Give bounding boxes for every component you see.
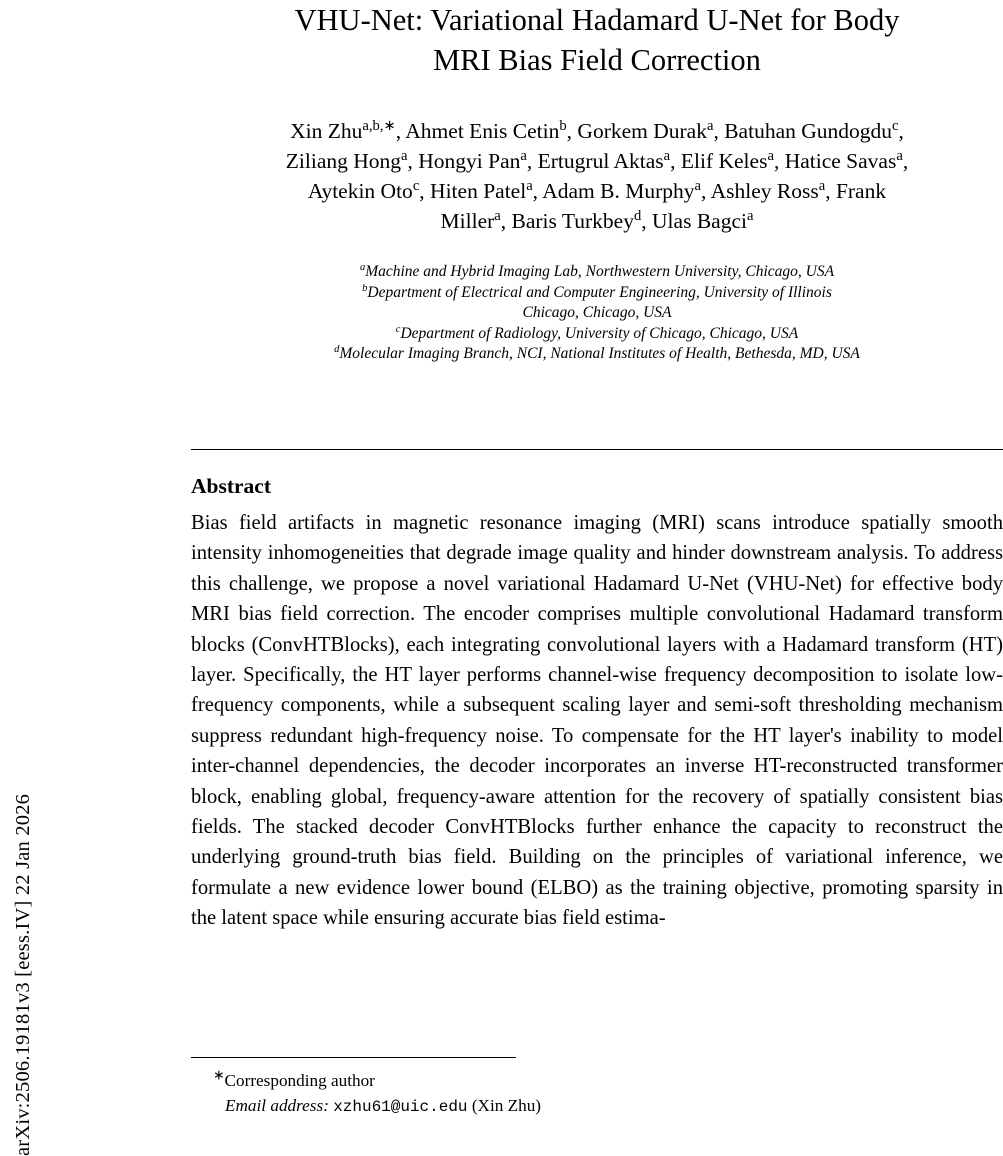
affiliation-b: $^b$Department of Electrical and Computer Engineering, University of Illinois	[362, 282, 832, 301]
page-title	[191, 0, 1003, 80]
email-address[interactable]: xzhu61@uic.edu	[333, 1098, 468, 1116]
affiliation-a: $^a$Machine and Hybrid Imaging Lab, Northwestern University, Chicago, USA	[359, 261, 835, 280]
abstract-text: Bias field artifacts in magnetic resonance imaging (MRI) scans introduce spatially smooth intensity inhomogeneities that degrade image quality and hinder downstream analysis. To address this challenge, we propose a novel variational Hadamard U-Net (VHU-Net) for effective body MRI bias field correction. The encoder comprises multiple convolutional Hadamard transform blocks (ConvHTBlocks), each integrating convolutional layers with a Hadamard transform (HT) layer. Specifically, the HT layer performs channel-wise frequency decomposition to isolate low-frequency components, while a subsequent scaling layer and semi-soft thresholding mechanism suppress redundant high-frequency noise. To compensate for the HT layer's inability to model inter-channel dependencies, the decoder incorporates an inverse HT-reconstructed transformer block, enabling global, frequency-aware attention for the recovery of spatially consistent bias fields. The stacked decoder ConvHTBlocks further enhance the capacity to reconstruct the underlying ground-truth bias field. Building on the principles of variational inference, we formulate a new evidence lower bound (ELBO) as the training objective, promoting sparsity in the latent space while ensuring accurate bias field estima-	[191, 512, 1003, 930]
footnote-email	[191, 1093, 1003, 1120]
footnote-divider	[191, 1057, 516, 1058]
abstract-divider	[191, 449, 1003, 450]
footnote-block	[191, 1068, 1003, 1120]
email-label: Email address:	[225, 1096, 329, 1115]
title-line-2: MRI Bias Field Correction	[433, 43, 761, 77]
title-line-1: VHU-Net: Variational Hadamard U-Net for Body	[294, 3, 900, 37]
affiliation-d: $^d$Molecular Imaging Branch, NCI, National Institutes of Health, Bethesda, MD, USA	[334, 343, 860, 362]
affiliation-list	[191, 262, 1003, 365]
abstract-heading: Abstract	[191, 474, 272, 498]
paper-page	[191, 0, 1003, 1122]
affiliation-b-cont: Chicago, Chicago, USA	[522, 304, 672, 321]
footnote-corresponding: ∗Corresponding author	[213, 1067, 375, 1090]
arxiv-stamp: arXiv:2506.19181v3 [eess.IV] 22 Jan 2026	[11, 793, 34, 1156]
email-owner: (Xin Zhu)	[471, 1096, 542, 1115]
author-list: Xin Zhu$^{a,b,∗}$, Ahmet Enis Cetin$^b$, Gorkem Durak$^a$, Batuhan Gundogdu$^c$, Ziliang Hong$^a$, Hongyi Pan$^a$, Ertugrul Aktas$^a$, Elif Keles$^a$, Hatice Savas$^a$, Aytekin Oto$^c$, Hiten Patel$^a$, Adam B. Murphy$^a$, Ashley Ross$^a$, Frank Miller$^a$, Baris Turkbey$^d$, Ulas Bagci$^a$	[285, 117, 909, 233]
affiliation-c: $^c$Department of Radiology, University of Chicago, Chicago, USA	[395, 323, 799, 342]
